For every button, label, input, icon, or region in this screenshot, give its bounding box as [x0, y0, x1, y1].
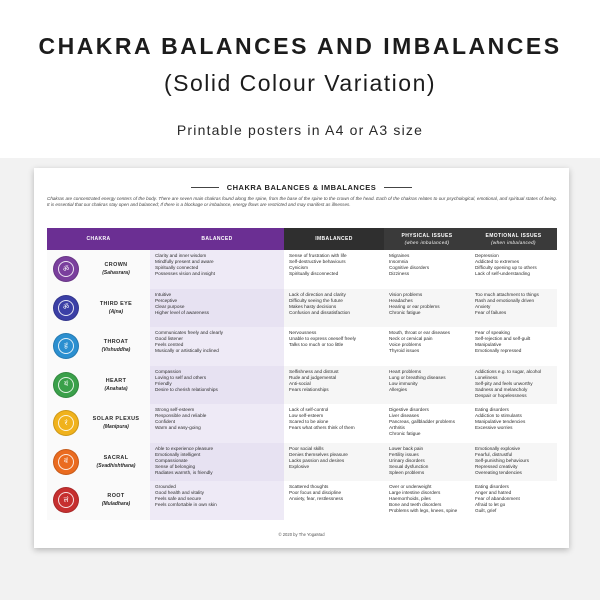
emotional-item: Self-pity and feels unworthy — [475, 380, 533, 386]
imbalanced-item: Confusion and dissatisfaction — [289, 309, 350, 315]
emotional-item: Fear of speaking — [475, 330, 510, 335]
header-balanced: BALANCED — [150, 228, 284, 250]
chakra-symbol: वं — [58, 454, 74, 470]
balanced-cell — [150, 443, 284, 482]
physical-item: Haemorrhoids, piles — [389, 496, 431, 502]
imbalanced-item: Scared to be alone — [289, 419, 329, 425]
physical-item: Hearing or ear problems — [389, 303, 440, 309]
imbalanced-item: Fears relationships — [289, 386, 329, 392]
header-physical-sub: (when imbalanced) — [404, 240, 450, 245]
chakra-cell — [47, 443, 150, 482]
imbalanced-item: Makes hasty decisions — [289, 303, 337, 309]
balanced-item: Compassionate — [155, 457, 188, 463]
emotional-item: Eating disorders — [475, 407, 509, 412]
chakra-symbol: हं — [58, 338, 74, 354]
emotional-cell — [470, 481, 557, 520]
physical-item: Fertility issues — [389, 451, 419, 457]
chakra-cell — [47, 481, 150, 520]
balanced-cell — [150, 250, 284, 289]
imbalanced-item: Scattered thoughts — [289, 484, 329, 489]
physical-item: Headaches — [389, 297, 413, 303]
table-row — [47, 443, 557, 482]
physical-item: Voice problems — [389, 342, 422, 348]
emotional-item: Fear of failures — [475, 309, 507, 315]
physical-item: Arthritis — [389, 425, 405, 431]
balanced-cell — [150, 481, 284, 520]
imbalanced-item: Poor social skills — [289, 445, 324, 451]
poster-intro: Chakras are concentrated energy centers of the body. There are seven main chakras found along the spine, from the base of the spine to the crown of the head. Each of the chakras relates to our psychological, emotional, and spiritual states of being. It is essential that our chakras stay open and balanced; If there is a blockage or imbalance, energy flows are restricted and may manifest as illnesses. — [47, 196, 557, 208]
emotional-item: Overeating tendencies — [475, 469, 522, 475]
sacral-chakra-icon — [53, 449, 79, 475]
chakra-cell — [47, 250, 150, 289]
balanced-item: Compassion — [155, 368, 182, 374]
physical-item: Dizziness — [389, 271, 410, 277]
imbalanced-cell — [284, 327, 384, 366]
imbalanced-item: Fears what others think of them — [289, 425, 355, 431]
physical-item: Chronic fatigue — [389, 309, 421, 315]
emotional-item: Addictions e.g. to sugar, alcohol — [475, 368, 542, 374]
chakra-sanskrit-name: (Sahasrara) — [102, 270, 130, 276]
emotional-item: Lack of self-understanding — [475, 271, 530, 277]
balanced-cell — [150, 404, 284, 443]
emotional-cell — [470, 366, 557, 405]
imbalanced-item: Sense of frustration with life — [289, 253, 347, 258]
balanced-item: Responsible and reliable — [155, 413, 207, 419]
header-emotional-sub: (when imbalanced) — [491, 240, 536, 245]
imbalanced-item: Unable to express oneself freely — [289, 336, 356, 342]
balanced-cell — [150, 289, 284, 328]
balanced-cell — [150, 366, 284, 405]
emotional-item: Fearful, distrustful — [475, 451, 513, 457]
table-row — [47, 250, 557, 289]
balanced-item: Intuitive — [155, 291, 172, 297]
balanced-item: Feels comfortable in own skin — [155, 502, 217, 508]
physical-item: Over or underweight — [389, 484, 432, 489]
chakra-table — [47, 228, 557, 520]
physical-item: Digestive disorders — [389, 407, 429, 412]
imbalanced-item: Denies themselves pleasure — [289, 451, 348, 457]
emotional-cell — [470, 250, 557, 289]
throat-chakra-icon — [53, 333, 79, 359]
chakra-sanskrit-name: (Anahata) — [104, 385, 128, 392]
physical-item: Chronic fatigue — [389, 431, 421, 437]
physical-item: Low immunity — [389, 380, 418, 386]
emotional-item: Afraid to let go — [475, 502, 506, 508]
chakra-name: ROOT — [107, 493, 125, 499]
balanced-item: Good health and vitality — [155, 490, 204, 496]
chakra-symbol: ॐ — [58, 300, 74, 316]
imbalanced-item: Lack of self-control — [289, 407, 329, 412]
emotional-item: Excessive worries — [475, 425, 513, 431]
emotional-item: Rash and emotionally driven — [475, 297, 535, 303]
imbalanced-item: Anti-social — [289, 380, 311, 386]
table-header — [47, 228, 557, 250]
physical-item: Neck or cervical pain — [389, 336, 433, 342]
emotional-item: Repressed creativity — [475, 463, 518, 469]
balanced-item: Grounded — [155, 484, 176, 489]
header-physical: PHYSICAL ISSUES (when imbalanced) — [384, 228, 470, 250]
emotional-item: Emotionally repressed — [475, 348, 522, 354]
physical-cell — [384, 481, 470, 520]
balanced-item: Musically or artistically inclined — [155, 348, 219, 354]
physical-cell — [384, 443, 470, 482]
physical-item: Bone and teeth disorders — [389, 502, 442, 508]
table-row — [47, 289, 557, 328]
physical-cell — [384, 289, 470, 328]
balanced-item: Spiritually connected — [155, 265, 199, 271]
chakra-name: THROAT — [103, 339, 129, 345]
balanced-item: Good listener — [155, 336, 183, 342]
table-row — [47, 327, 557, 366]
balanced-item: Feels centred — [155, 342, 184, 348]
emotional-item: Too much attachment to things — [475, 291, 539, 297]
imbalanced-item: Talks too much or too little — [289, 342, 344, 348]
hero-subtitle: (Solid Colour Variation) — [163, 70, 437, 96]
chakra-name: HEART — [105, 377, 127, 384]
balanced-item: Radiates warmth, is friendly — [155, 469, 213, 475]
physical-item: Lower back pain — [389, 445, 424, 451]
balanced-item: Sense of belonging — [155, 463, 196, 469]
emotional-item: Fear of abandonment — [475, 496, 520, 502]
header-emotional: EMOTIONAL ISSUES (when imbalanced) — [470, 228, 557, 250]
balanced-item: Communicates freely and clearly — [155, 330, 223, 335]
chakra-symbol: रं — [58, 415, 74, 431]
physical-item: Migraines — [389, 253, 410, 258]
balanced-item: Strong self-esteem — [155, 407, 195, 412]
imbalanced-item: Lack of direction and clarity — [289, 291, 346, 297]
balanced-item: Mindfully present and aware — [155, 259, 214, 265]
physical-item: Urinary disorders — [389, 457, 425, 463]
emotional-item: Addicted to extremes — [475, 259, 520, 265]
balanced-cell — [150, 327, 284, 366]
imbalanced-cell — [284, 289, 384, 328]
physical-item: Mouth, throat or ear diseases — [389, 330, 450, 335]
emotional-item: Emotionally explosive — [475, 445, 521, 451]
physical-item: Pancreas, gallbladder problems — [389, 419, 455, 425]
balanced-item: Confident — [155, 419, 176, 425]
imbalanced-item: Spiritually disconnected — [289, 271, 339, 277]
imbalanced-cell — [284, 404, 384, 443]
imbalanced-item: Lacks passion and desires — [289, 457, 345, 463]
table-row — [47, 366, 557, 405]
emotional-cell — [470, 289, 557, 328]
chakra-sanskrit-name: (Vishuddha) — [101, 347, 131, 353]
emotional-item: Eating disorders — [475, 484, 509, 489]
emotional-item: Sadness and melancholy — [475, 386, 528, 392]
chakra-cell — [47, 327, 150, 366]
emotional-cell — [470, 404, 557, 443]
imbalanced-item: Selfishness and distrust — [289, 368, 339, 374]
physical-cell — [384, 366, 470, 405]
emotional-item: Manipulative — [475, 342, 502, 348]
emotional-item: Despair or hopelessness — [475, 392, 527, 398]
emotional-item: Anxiety — [475, 303, 491, 309]
physical-item: Insomnia — [389, 259, 409, 265]
emotional-item: Manipulative tendencies — [475, 419, 526, 425]
chakra-name: SACRAL — [103, 454, 129, 461]
imbalanced-item: Nervousness — [289, 330, 317, 335]
emotional-cell — [470, 327, 557, 366]
chakra-cell — [47, 366, 150, 405]
imbalanced-item: Cynicism — [289, 265, 309, 271]
imbalanced-cell — [284, 443, 384, 482]
physical-item: Cognitive disorders — [389, 265, 430, 271]
chakra-name: CROWN — [104, 262, 128, 268]
physical-item: Heart problems — [389, 368, 422, 374]
balanced-item: Able to experience pleasure — [155, 445, 214, 451]
solar-plexus-chakra-icon — [53, 410, 79, 436]
chakra-symbol: ॐ — [58, 261, 74, 277]
balanced-item: Perceptive — [155, 297, 178, 303]
imbalanced-item: Poor focus and discipline — [289, 490, 342, 496]
chakra-sanskrit-name: (Svadhishthana) — [96, 462, 136, 469]
header-imbalanced: IMBALANCED — [284, 228, 384, 250]
root-chakra-icon — [53, 487, 79, 513]
imbalanced-item: Anxiety, fear, restlessness — [289, 496, 344, 502]
physical-cell — [384, 250, 470, 289]
emotional-cell — [470, 443, 557, 482]
physical-item: Lung or breathing diseases — [389, 374, 446, 380]
table-row — [47, 481, 557, 520]
chakra-cell — [47, 289, 150, 328]
physical-item: Thyroid issues — [389, 348, 420, 354]
copyright: © 2020 by The YogaMad — [278, 532, 325, 537]
title-rule-right — [384, 187, 412, 188]
title-rule-left — [191, 187, 219, 188]
emotional-item: Difficulty opening up to others — [475, 265, 537, 271]
physical-item: Problems with legs, knees, spine — [389, 508, 458, 514]
physical-cell — [384, 327, 470, 366]
physical-item: Sexual dysfunction — [389, 463, 429, 469]
physical-item: Liver diseases — [389, 413, 419, 419]
emotional-item: Depression — [475, 253, 499, 258]
imbalanced-item: Difficulty seeing the future — [289, 297, 343, 303]
imbalanced-item: Low self-esteem — [289, 413, 324, 419]
balanced-item: Friendly — [155, 380, 172, 386]
third-eye-chakra-icon — [53, 295, 79, 321]
physical-item: Vision problems — [389, 291, 423, 297]
balanced-item: Feels safe and secure — [155, 496, 202, 502]
imbalanced-item: Rude and judgemental — [289, 374, 337, 380]
hero-title: CHAKRA BALANCES AND IMBALANCES — [38, 33, 562, 59]
emotional-item: Self-rejection and self-guilt — [475, 336, 531, 342]
emotional-item: Anger and hatred — [475, 490, 512, 496]
imbalanced-cell — [284, 250, 384, 289]
physical-item: Spleen problems — [389, 469, 425, 475]
balanced-item: Desire to cherish relationships — [155, 386, 218, 392]
emotional-item: Addiction to stimulants — [475, 413, 522, 419]
imbalanced-item: Self-destructive behaviours — [289, 259, 346, 265]
imbalanced-item: Explosive — [289, 463, 310, 469]
balanced-item: Clear purpose — [155, 303, 185, 309]
table-body — [47, 250, 557, 520]
chakra-sanskrit-name: (Ajna) — [108, 308, 124, 315]
chakra-name: THIRD EYE — [99, 300, 133, 307]
table-row — [47, 404, 557, 443]
imbalanced-cell — [284, 366, 384, 405]
chakra-symbol: यं — [58, 377, 74, 393]
poster-title: CHAKRA BALANCES & IMBALANCES — [226, 182, 377, 192]
chakra-name: SOLAR PLEXUS — [92, 416, 140, 422]
physical-item: Allergies — [389, 386, 407, 392]
emotional-item: Guilt, grief — [475, 508, 497, 514]
balanced-item: Warm and easy-going — [155, 425, 201, 431]
balanced-item: Possesses vision and insight — [155, 271, 215, 277]
chakra-cell — [47, 404, 150, 443]
poster-title-row — [34, 181, 569, 193]
balanced-item: Clarity and inner wisdom — [155, 253, 207, 258]
chakra-poster — [34, 168, 569, 548]
imbalanced-cell — [284, 481, 384, 520]
physical-cell — [384, 404, 470, 443]
balanced-item: Loving to self and others — [155, 374, 207, 380]
header-chakra: CHAKRA — [47, 228, 150, 250]
chakra-sanskrit-name: (Muladhara) — [101, 501, 131, 507]
crown-chakra-icon — [53, 256, 79, 282]
balanced-item: Higher level of awareness — [155, 309, 209, 315]
emotional-item: Self-punishing behaviours — [475, 457, 529, 463]
balanced-item: Emotionally intelligent — [155, 451, 201, 457]
chakra-sanskrit-name: (Manipura) — [103, 424, 129, 430]
emotional-item: Loneliness — [475, 374, 498, 380]
heart-chakra-icon — [53, 372, 79, 398]
physical-item: Large intestine disorders — [389, 490, 441, 496]
chakra-symbol: लं — [58, 492, 74, 508]
hero-tagline: Printable posters in A4 or A3 size — [176, 122, 424, 138]
